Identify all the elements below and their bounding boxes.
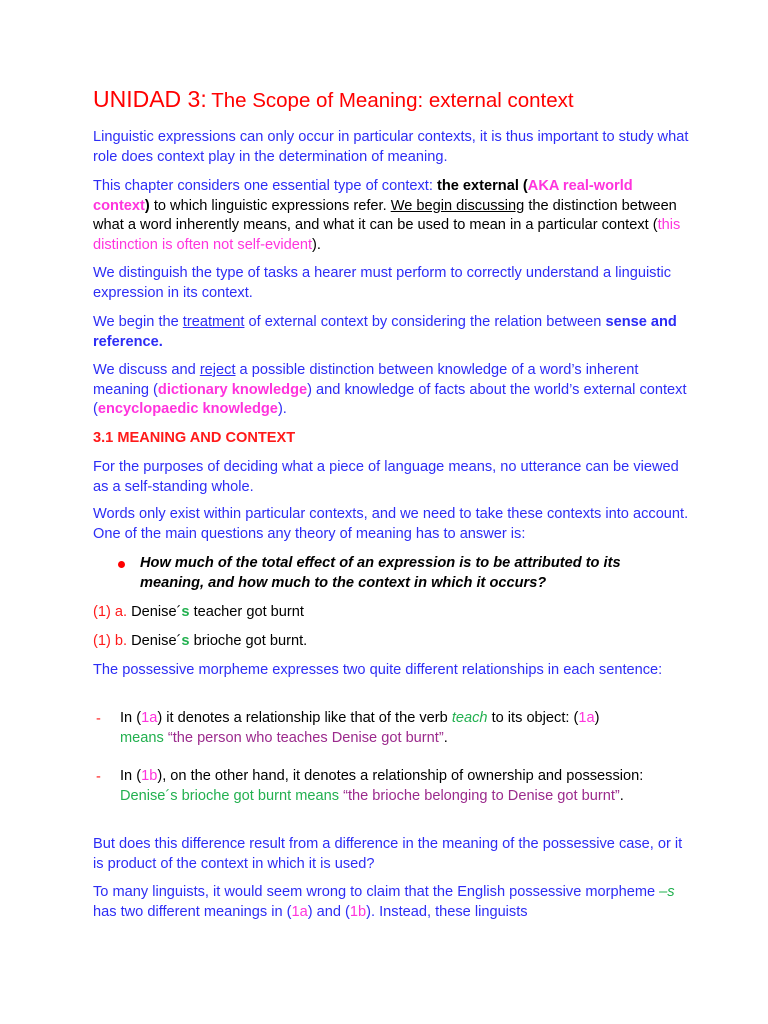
paragraph-treatment: We begin the treatment of external context by considering the relation between sense and reference.: [93, 314, 677, 350]
key-question: How much of the total effect of an expression is to be attributed to its meaning, and how much to the context in which it occurs?: [140, 555, 621, 591]
paragraph-linguists: To many linguists, it would seem wrong to claim that the English possessive morpheme –s has two different meanings in (1a) and (1b). Instead, these linguists: [93, 884, 675, 920]
paragraph-words: Words only exist within particular contexts, and we need to take these contexts into account. One of the main questions any theory of meaning has to answer is:: [93, 506, 689, 542]
dictionary-term: dictionary knowledge: [157, 381, 308, 398]
paragraph-chapter: This chapter considers one essential type of context: the external (AKA real-world context) to which linguistic expressions refer. We begin discussing the distinction between what a word inherently means, and what it can be used to mean in a particular context (this distinction is often not self-evident).: [93, 178, 681, 253]
paragraph-utterance: For the purposes of deciding what a piece of language means, no utterance can be viewed as a self-standing whole.: [93, 459, 679, 495]
bullet-icon: [118, 561, 125, 568]
list-dash: -: [96, 711, 101, 727]
example-1b: (1) b. Denise´s brioche got burnt.: [93, 633, 308, 649]
paragraph-knowledge: We discuss and reject a possible distinction between knowledge of a word’s inherent meaning (dictionary knowledge) and knowledge of facts about the world’s external context (encyclopaedic knowledge).: [93, 362, 687, 417]
example-1a: (1) a. Denise´s teacher got burnt: [93, 604, 304, 620]
paragraph-intro: Linguistic expressions can only occur in particular contexts, it is thus important to study what role does context play in the determination of meaning.: [93, 129, 689, 165]
paragraph-question: But does this difference result from a difference in the meaning of the possessive case, or it is product of the context in which it is used?: [93, 836, 683, 872]
paragraph-tasks: We distinguish the type of tasks a hearer must perform to correctly understand a linguistic expression in its context.: [93, 265, 672, 301]
paragraph-possessive: The possessive morpheme expresses two quite different relationships in each sentence:: [93, 662, 663, 678]
title-text: The Scope of Meaning: external context: [211, 89, 574, 112]
list-item-1b: In (1b), on the other hand, it denotes a relationship of ownership and possession: Denise´s brioche got burnt means “the brioche belonging to Denise got burnt”.: [120, 768, 644, 804]
title-unit: UNIDAD 3:: [93, 86, 207, 112]
encyclopaedic-term: encyclopaedic knowledge: [97, 401, 278, 417]
aka-term: AKA real-world context: [93, 178, 633, 214]
list-dash: -: [96, 769, 101, 785]
page-title: [93, 86, 574, 113]
list-item-1a: In (1a) it denotes a relationship like that of the verb teach to its object: (1a) means “the person who teaches Denise got burnt”.: [120, 710, 600, 746]
section-heading: 3.1 MEANING AND CONTEXT: [93, 430, 296, 446]
